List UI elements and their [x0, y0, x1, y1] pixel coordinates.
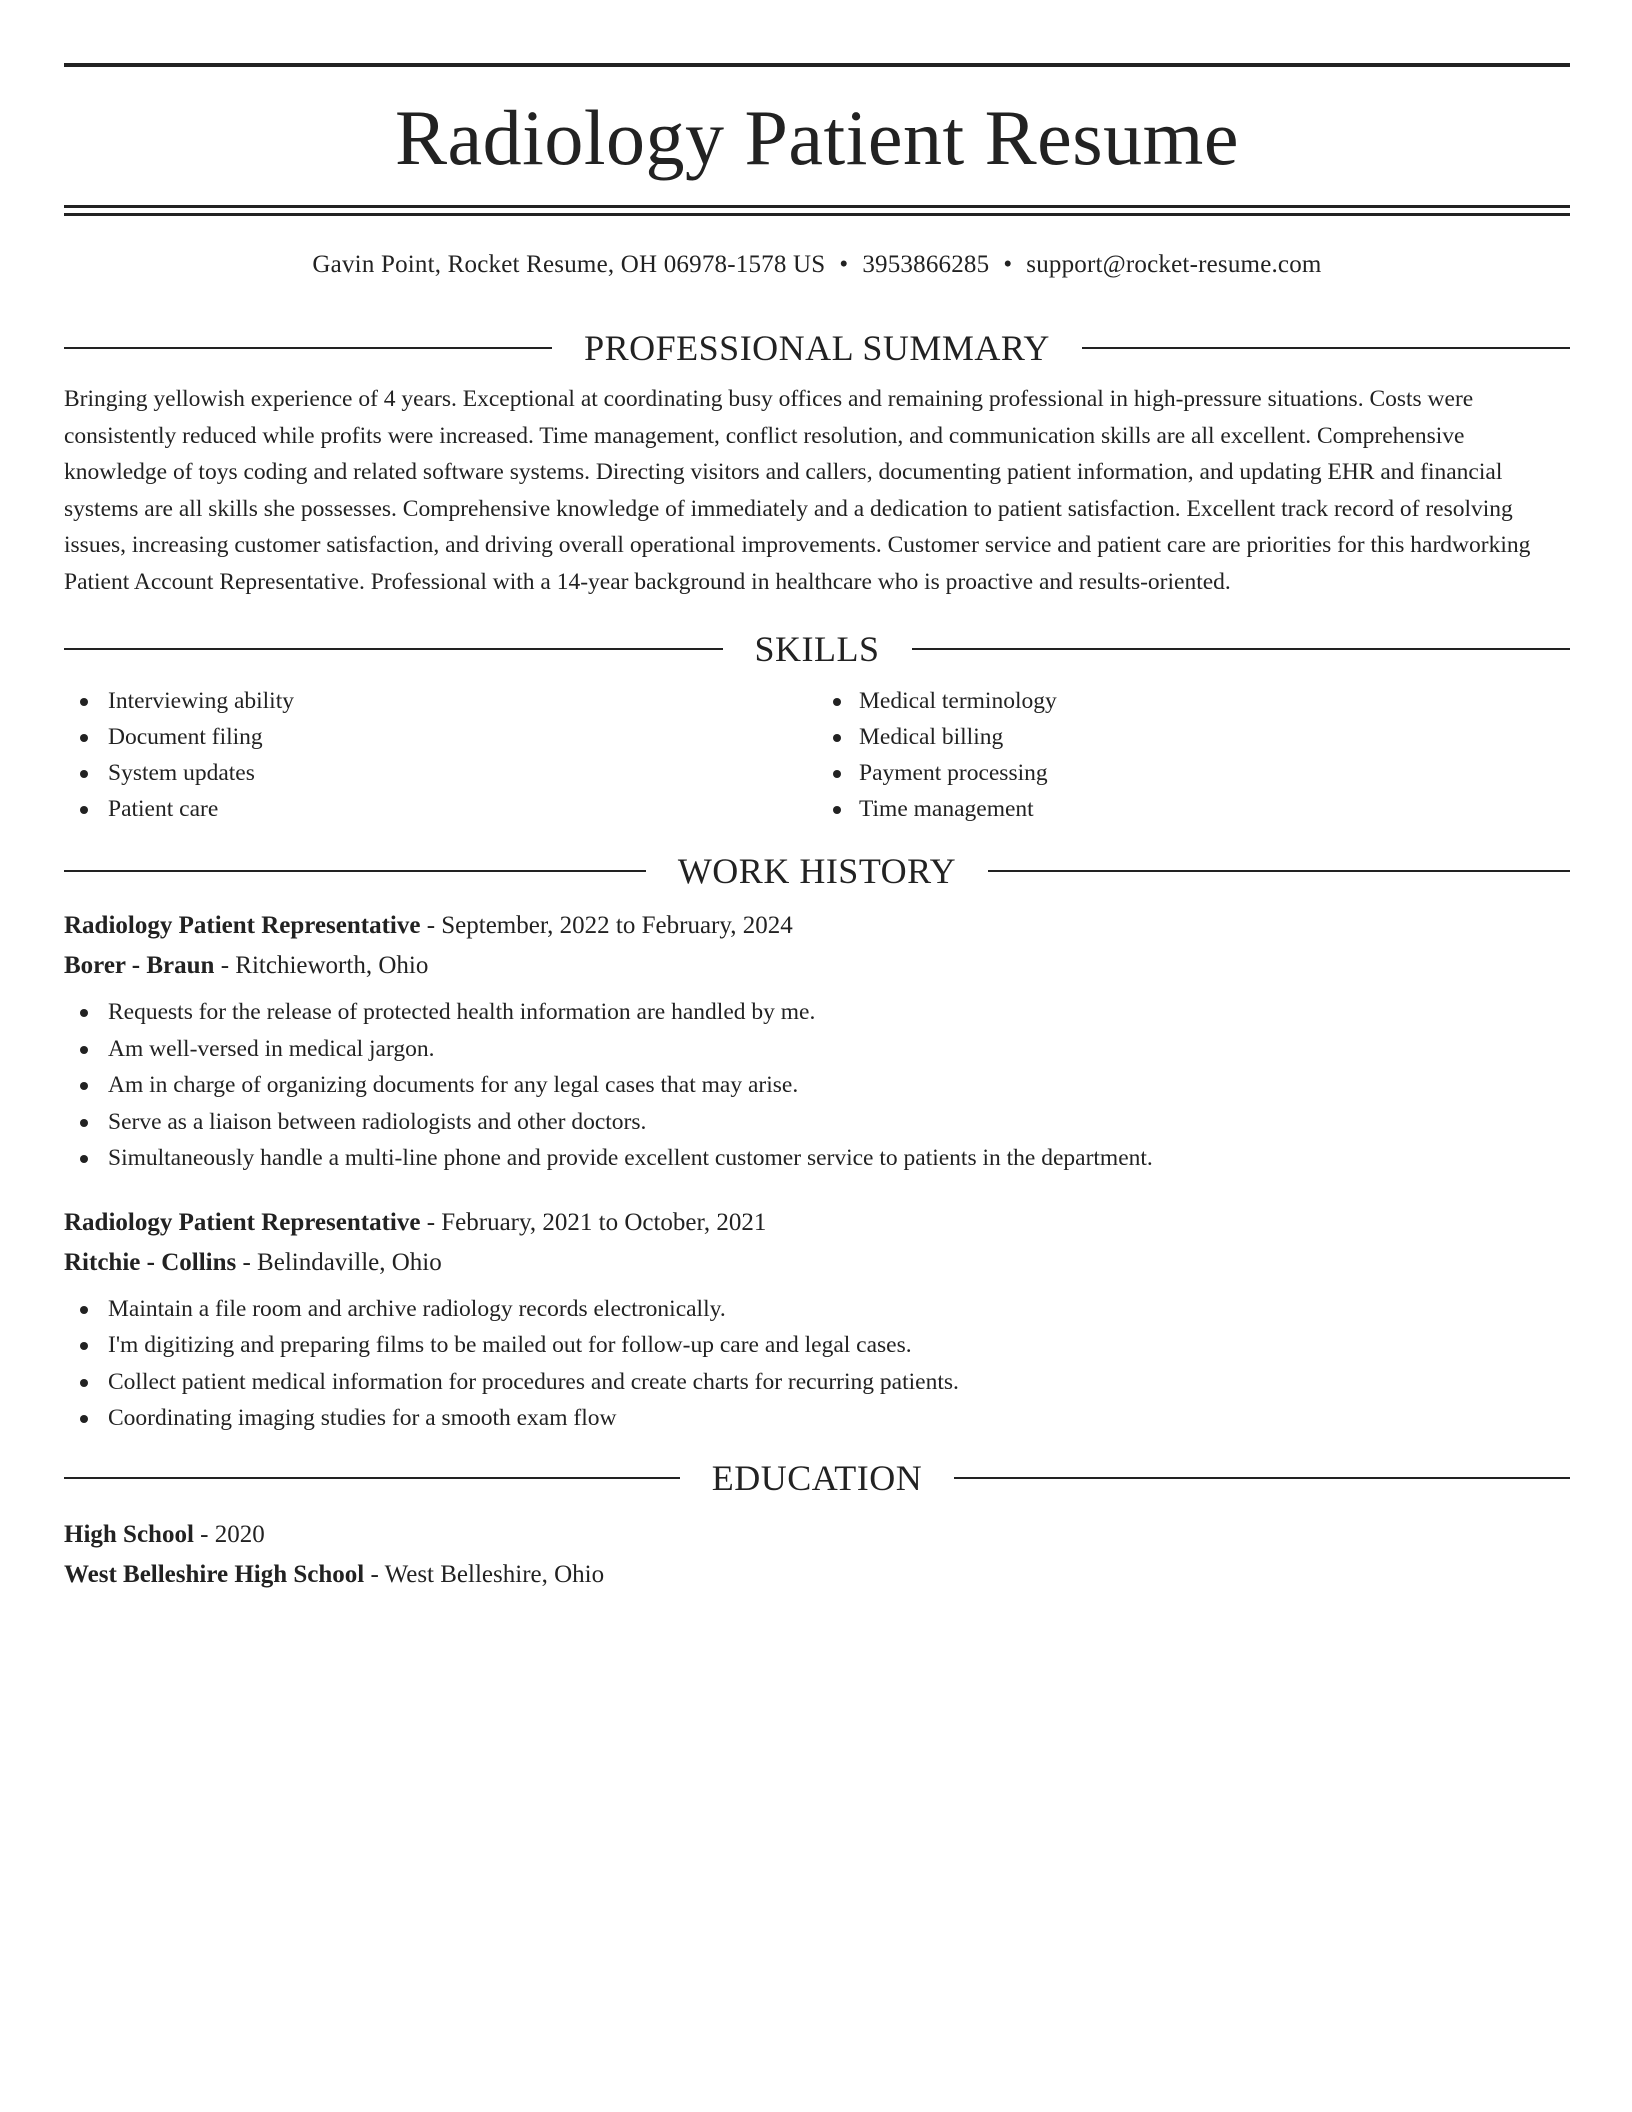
job-dates: February, 2021 to October, 2021 [441, 1208, 767, 1236]
bullet-icon [80, 1306, 88, 1314]
contact-separator: • [839, 251, 849, 278]
dash: - [426, 912, 436, 939]
contact-address: Gavin Point, Rocket Resume, OH 06978-1578 US [312, 251, 826, 278]
resume-page [64, 63, 1570, 1595]
skills-column-right [817, 683, 1570, 827]
heading-rule [64, 1477, 680, 1479]
contact-phone: 3953866285 [862, 251, 990, 278]
page-title: Radiology Patient Resume [395, 94, 1239, 181]
job-title-line [64, 906, 1570, 946]
bullet-icon [80, 806, 88, 814]
duty-item: I'm digitizing and preparing films to be mailed out for follow-up care and legal cases. [64, 1327, 1570, 1364]
skill-item: Medical terminology [817, 683, 1570, 719]
job-title: Radiology Patient Representative [64, 912, 421, 939]
heading-rule [988, 870, 1570, 872]
section-title: SKILLS [754, 629, 880, 669]
job-title-line [64, 1203, 1570, 1243]
title-double-rule [64, 205, 1570, 216]
skill-item: Medical billing [817, 719, 1570, 755]
heading-rule [64, 648, 723, 650]
section-title: EDUCATION [711, 1457, 923, 1498]
dash: - [242, 1248, 251, 1276]
bullet-icon [80, 698, 88, 706]
section-heading-education [64, 1451, 1570, 1505]
section-title: PROFESSIONAL SUMMARY [584, 328, 1050, 368]
job-location: Ritchieworth, Ohio [235, 952, 429, 979]
skills-column-left [64, 683, 817, 827]
job-title: Radiology Patient Representative [64, 1208, 421, 1236]
job-company: Borer - Braun [64, 952, 215, 979]
job-duties [64, 1291, 1570, 1437]
duty-item: Collect patient medical information for procedures and create charts for recurring patients. [64, 1364, 1570, 1401]
heading-rule [64, 870, 646, 872]
skill-item: Time management [817, 791, 1570, 827]
dash: - [220, 952, 230, 979]
bullet-icon [833, 734, 841, 742]
job-duties [64, 994, 1570, 1177]
bullet-icon [833, 770, 841, 778]
bullet-icon [833, 806, 841, 814]
summary-text: Bringing yellowish experience of 4 years. Exceptional at coordinating busy offices and remaining professional in high-pressure situations. Costs were consistently reduced while profits were increased. Time management, conflict resolution, and communication skills are all excellent. Comprehensive knowledge of toys coding and related software systems. Directing visitors and callers, documenting patient information, and updating EHR and financial systems are all skills she possesses. Comprehensive knowledge of immediately and a dedication to patient satisfaction. Excellent track record of resolving issues, increasing customer satisfaction, and driving overall operational improvements. Customer service and patient care are priorities for this hardworking Patient Account Representative. Professional with a 14-year background in healthcare who is proactive and results-oriented. [64, 386, 1531, 595]
job-entry [64, 906, 1570, 1177]
heading-rule [954, 1477, 1570, 1479]
job-company-line [64, 946, 1570, 986]
job-company-line [64, 1243, 1570, 1283]
bullet-icon [80, 1415, 88, 1423]
skill-item: Interviewing ability [64, 683, 817, 719]
heading-rule [912, 648, 1571, 650]
duty-item: Coordinating imaging studies for a smooth exam flow [64, 1400, 1570, 1437]
job-entry [64, 1203, 1570, 1437]
education-entry [64, 1515, 1570, 1595]
dash: - [370, 1560, 379, 1588]
skill-item: Document filing [64, 719, 817, 755]
bullet-icon [80, 770, 88, 778]
skill-item: Patient care [64, 791, 817, 827]
job-company: Ritchie - Collins [64, 1248, 237, 1276]
education-degree-line [64, 1515, 1570, 1555]
bullet-icon [80, 734, 88, 742]
skill-item: Payment processing [817, 755, 1570, 791]
contact-separator: • [1003, 251, 1013, 278]
duty-item: Requests for the release of protected health information are handled by me. [64, 994, 1570, 1031]
skills-list [64, 683, 1570, 827]
job-location: Belindaville, Ohio [257, 1248, 442, 1276]
top-rule [64, 63, 1570, 67]
bullet-icon [833, 698, 841, 706]
education-degree: High School [64, 1520, 194, 1548]
section-heading-summary [64, 321, 1570, 375]
skill-item: System updates [64, 755, 817, 791]
section-title: WORK HISTORY [677, 851, 957, 891]
duty-item: Simultaneously handle a multi-line phone and provide excellent customer service to patients in the department. [64, 1140, 1570, 1177]
section-heading-work-history [64, 844, 1570, 898]
dash: - [426, 1208, 436, 1236]
heading-rule [1082, 347, 1570, 349]
dash: - [200, 1520, 209, 1548]
duty-item: Am in charge of organizing documents for any legal cases that may arise. [64, 1067, 1570, 1104]
bullet-icon [80, 1342, 88, 1350]
bullet-icon [80, 1046, 88, 1054]
duty-item: Serve as a liaison between radiologists and other doctors. [64, 1104, 1570, 1141]
duty-item: Am well-versed in medical jargon. [64, 1031, 1570, 1068]
duty-item: Maintain a file room and archive radiology records electronically. [64, 1291, 1570, 1328]
bullet-icon [80, 1119, 88, 1127]
education-school: West Belleshire High School [64, 1560, 365, 1588]
job-dates: September, 2022 to February, 2024 [441, 912, 793, 939]
contact-line [64, 251, 1570, 291]
bullet-icon [80, 1155, 88, 1163]
bullet-icon [80, 1082, 88, 1090]
heading-rule [64, 347, 552, 349]
education-school-line [64, 1555, 1570, 1595]
education-location: West Belleshire, Ohio [384, 1560, 605, 1588]
education-year: 2020 [214, 1520, 265, 1548]
bullet-icon [80, 1009, 88, 1017]
contact-email: support@rocket-resume.com [1026, 251, 1322, 278]
section-heading-skills [64, 622, 1570, 676]
bullet-icon [80, 1379, 88, 1387]
